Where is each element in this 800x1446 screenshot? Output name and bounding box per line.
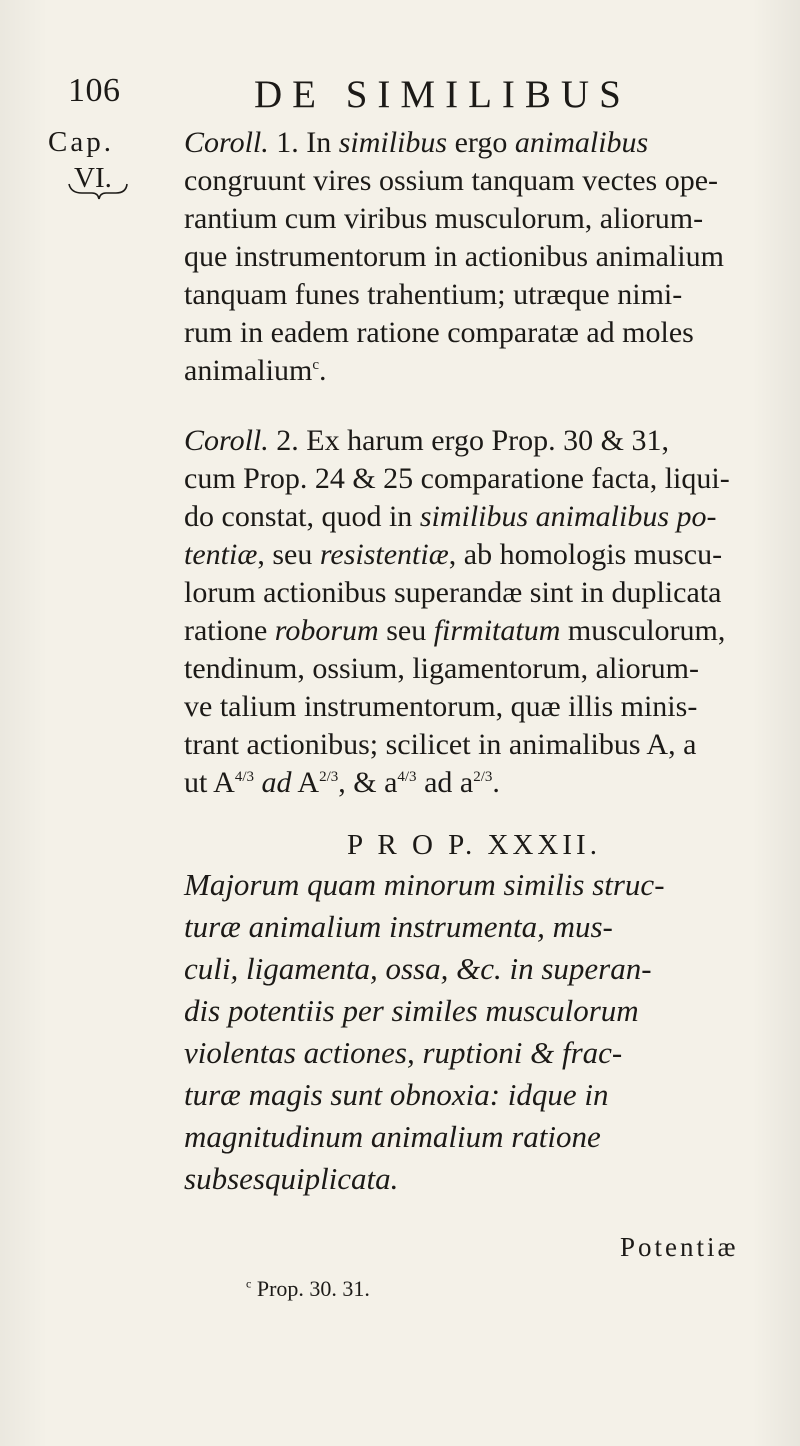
corollary-2-first-line	[184, 422, 764, 460]
text-italic: firmitatum	[433, 614, 561, 647]
corollary-1-first-line	[184, 124, 764, 162]
text-span: .	[492, 766, 500, 799]
text-line: trant actionibus; scilicet in animalibus A, a	[184, 728, 697, 761]
proposition-line: subsesquiplicata.	[184, 1161, 399, 1196]
ratio-formula-line	[184, 764, 764, 802]
text-italic: roborum	[274, 614, 379, 647]
text-line: rantium cum viribus musculorum, aliorum-	[184, 202, 704, 235]
chapter-number: VI.	[74, 162, 112, 194]
text-line: tendinum, ossium, ligamentorum, aliorum-	[184, 652, 699, 685]
text-line	[184, 498, 764, 536]
text-line: congruunt vires ossium tanquam vectes ope-	[184, 164, 719, 197]
catchword: Potentiæ	[620, 1232, 739, 1262]
text-span: seu	[386, 614, 427, 647]
page-body	[184, 124, 764, 1200]
exponent: 2/3	[319, 769, 339, 785]
corollary-1-lead-word: In	[306, 126, 332, 159]
text-line: que instrumentorum in actionibus animalium	[184, 240, 724, 273]
paragraph-gap	[184, 802, 764, 826]
text-line	[184, 612, 764, 650]
corollary-1-last-word: animalium	[184, 354, 313, 387]
text-line: tanquam funes trahentium; utræque nimi-	[184, 278, 683, 311]
exponent: 4/3	[397, 769, 417, 785]
text-line	[184, 536, 764, 574]
corollary-1-lead-italic-2: animalibus	[514, 126, 649, 159]
text-line: cum Prop. 24 & 25 comparatione facta, liqui-	[184, 462, 730, 495]
proposition-text	[184, 864, 764, 1200]
paragraph-gap	[184, 390, 764, 422]
text-span: , ab homologis muscu-	[448, 538, 723, 571]
text-italic: similibus animalibus po-	[419, 500, 717, 533]
footnote-text: Prop. 30. 31.	[256, 1276, 370, 1301]
text-span: A	[297, 766, 320, 799]
proposition-heading: P R O P. XXXII.	[347, 829, 601, 861]
proposition-line: turæ magis sunt obnoxia: idque in	[184, 1077, 609, 1112]
running-title: DE SIMILIBUS	[254, 73, 631, 116]
text-italic: tentiæ	[184, 538, 258, 571]
text-line: lorum actionibus superandæ sint in duplicata	[184, 576, 722, 609]
chapter-label: Cap.	[48, 126, 114, 158]
text-span: musculorum,	[567, 614, 726, 647]
proposition-line: magnitudinum animalium ratione	[184, 1119, 601, 1154]
text-line: ve talium instrumentorum, quæ illis minis-	[184, 690, 698, 723]
page-number: 106	[68, 72, 121, 109]
footnote-marker: c	[246, 1276, 252, 1291]
text-italic: ad	[261, 766, 292, 799]
proposition-line: dis potentiis per similes musculorum	[184, 993, 639, 1028]
corollary-2-label: Coroll.	[184, 424, 269, 457]
corollary-1-number: 1.	[276, 126, 299, 159]
proposition-line: culi, ligamenta, ossa, &c. in superan-	[184, 951, 652, 986]
proposition-line: violentas actiones, ruptioni & frac-	[184, 1035, 623, 1070]
text-span: , & a	[338, 766, 398, 799]
margin-bracket-icon	[68, 182, 128, 200]
corollary-2-number: 2.	[276, 424, 299, 457]
proposition-line: turæ animalium instrumenta, mus-	[184, 909, 613, 944]
footnote-ref: c	[312, 357, 319, 373]
text-span: ut A	[184, 766, 235, 799]
text-span: ad a	[424, 766, 474, 799]
page-header	[68, 72, 688, 122]
text-span: ratione	[184, 614, 268, 647]
text-span: , seu	[257, 538, 313, 571]
exponent: 4/3	[234, 769, 255, 785]
corollary-1-lead-roman: ergo	[454, 126, 508, 159]
text-span: do constat, quod in	[184, 500, 413, 533]
exponent: 2/3	[473, 769, 493, 785]
corollary-2-line-1-rest: Ex harum ergo Prop. 30 & 31,	[306, 424, 669, 457]
text-italic: resistentiæ	[319, 538, 449, 571]
corollary-1-label: Coroll.	[184, 126, 269, 159]
proposition-line: Majorum quam minorum similis struc-	[184, 867, 665, 902]
corollary-1-lead-italic: similibus	[338, 126, 448, 159]
text-line: rum in eadem ratione comparatæ ad moles	[184, 316, 694, 349]
corollary-1-last-line: animalium$^c$.	[184, 354, 327, 387]
footnote	[246, 1276, 370, 1302]
